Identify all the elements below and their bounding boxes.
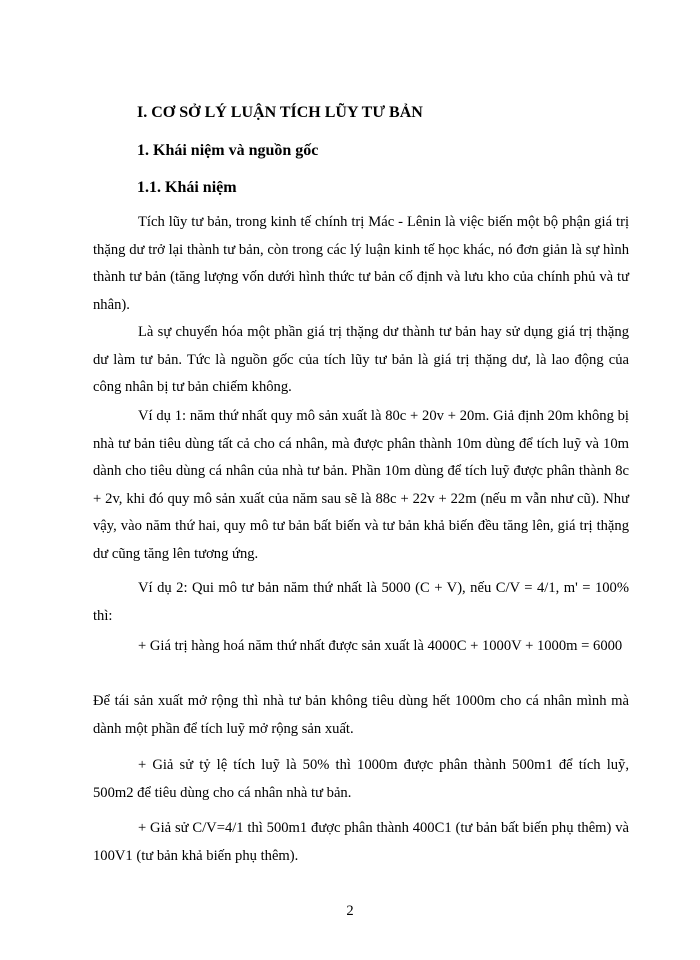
- heading-level-2: 1. Khái niệm và nguồn gốc: [137, 142, 319, 159]
- page-number: 2: [346, 903, 354, 919]
- paragraph-example-1: Ví dụ 1: năm thứ nhất quy mô sản xuất là 80c + 20v + 20m. Giả định 20m không bị nhà tư bản tiêu dùng tất cả cho cá nhân, mà được phân thành 10m dùng để tích luỹ và 10m dành cho tiêu dùng cá nhân của nhà tư bản. Phần 10m dùng để tích luỹ được phân thành 8c + 2v, khi đó quy mô sản xuất của năm sau sẽ là 88c + 22v + 22m (nếu m vẫn như cũ). Như vậy, vào năm thứ hai, quy mô tư bản bất biến và tư bản khả biến đều tăng lên, giá trị thặng dư cũng tăng lên tương ứng.: [93, 408, 629, 562]
- paragraph-example-2: Ví dụ 2: Qui mô tư bản năm thứ nhất là 5000 (C + V), nếu C/V = 4/1, m' = 100% thì:: [93, 580, 629, 624]
- paragraph-origin: Là sự chuyển hóa một phần giá trị thặng dư thành tư bản hay sử dụng giá trị thặng dư làm tư bản. Tức là nguồn gốc của tích lũy tư bản là giá trị thặng dư, là lao động của công nhân bị tư bản chiếm không.: [93, 324, 629, 396]
- heading-level-3: 1.1. Khái niệm: [137, 179, 237, 196]
- paragraph-accumulation-rate: + Giả sử tỷ lệ tích luỹ là 50% thì 1000m được phân thành 500m1 để tích luỹ, 500m2 để tiêu dùng cho cá nhân nhà tư bản.: [93, 757, 629, 801]
- paragraph-definition: Tích lũy tư bản, trong kinh tế chính trị Mác - Lênin là việc biến một bộ phận giá trị thặng dư trở lại thành tư bản, còn trong các lý luận kinh tế học khác, nó đơn giản là sự hình thành tư bản (tăng lượng vốn dưới hình thức tư bản cố định và lưu kho của chính phủ và tư nhân).: [93, 214, 629, 313]
- paragraph-capital-split: + Giả sử C/V=4/1 thì 500m1 được phân thành 400C1 (tư bản bất biến phụ thêm) và 100V1 (tư bản khả biến phụ thêm).: [93, 820, 629, 864]
- heading-level-1: I. CƠ SỞ LÝ LUẬN TÍCH LŨY TƯ BẢN: [137, 104, 423, 121]
- paragraph-commodity-value: + Giá trị hàng hoá năm thứ nhất được sản xuất là 4000C + 1000V + 1000m = 6000: [138, 638, 623, 654]
- paragraph-expanded-reproduction: Để tái sản xuất mở rộng thì nhà tư bản không tiêu dùng hết 1000m cho cá nhân mình mà dành một phần để tích luỹ mở rộng sản xuất.: [93, 693, 629, 737]
